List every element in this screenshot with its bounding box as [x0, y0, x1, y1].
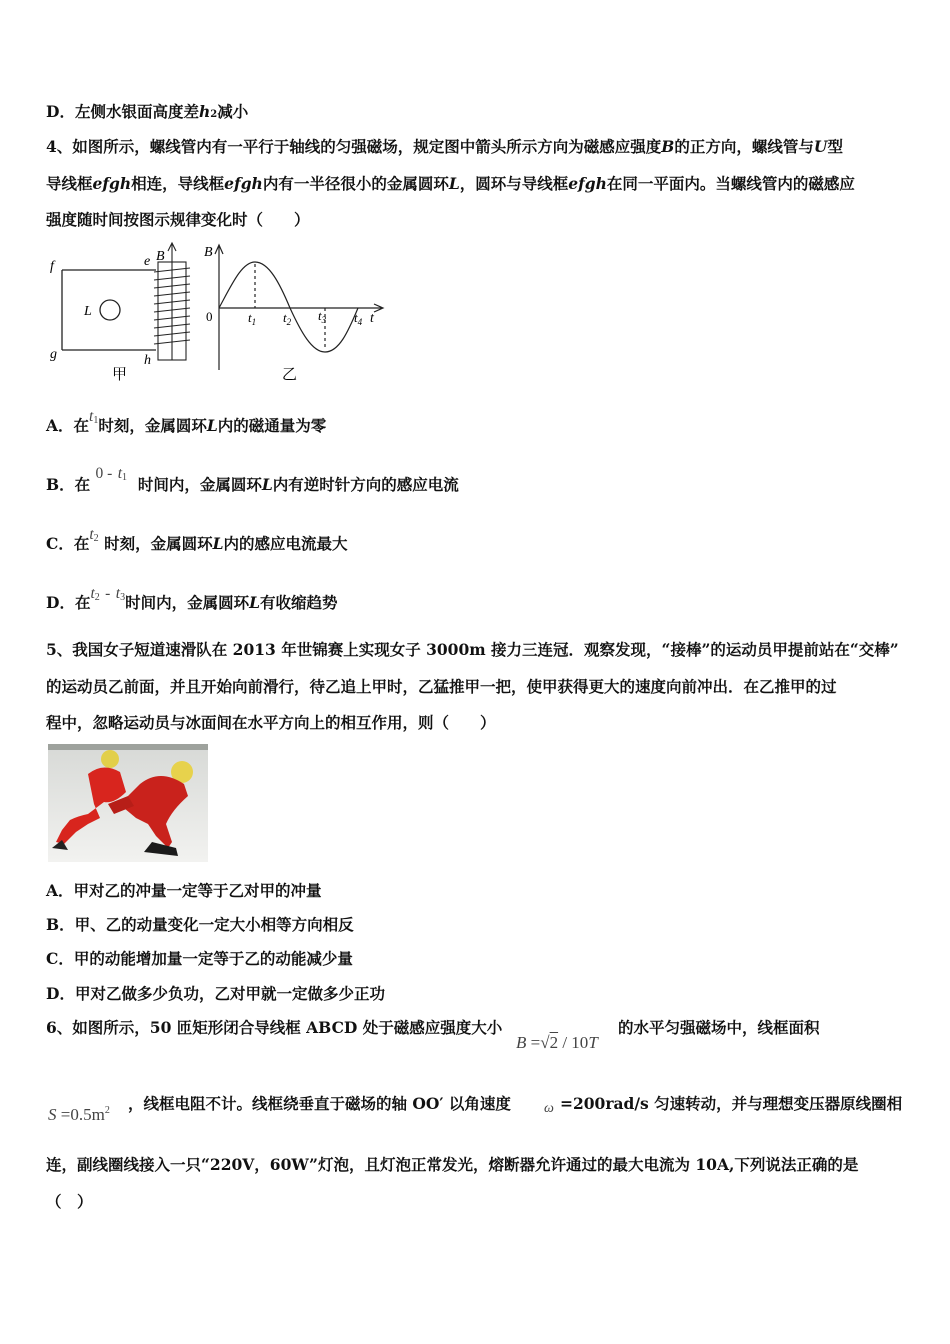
metal-ring-l — [100, 300, 120, 320]
q5-option-b: B．甲、乙的动量变化一定大小相等方向相反 — [46, 915, 354, 934]
axis-origin: 0 — [206, 309, 213, 324]
q3-option-d: D．左侧水银面高度差h2减小 — [46, 102, 249, 121]
b-t-graph — [215, 245, 383, 370]
q4-figure — [44, 240, 394, 388]
q5-option-a: A．甲对乙的冲量一定等于乙对甲的冲量 — [46, 881, 322, 900]
q4-option-d: D．在$t^2 - t^3$时间内，金属圆环L有收缩趋势 — [46, 585, 338, 612]
q5-option-d: D．甲对乙做多少负功，乙对甲就一定做多少正功 — [46, 984, 385, 1003]
tick-t3: $t_3$ — [318, 308, 327, 325]
q5-option-c: C．甲的动能增加量一定等于乙的动能减少量 — [46, 949, 353, 968]
q5-stem-line2: 的运动员乙前面，并且开始向前滑行，待乙追上甲时，乙猛推甲一把，使甲获得更大的速度向前冲出．在乙推甲的过 — [46, 677, 837, 696]
label-h: h — [144, 353, 151, 368]
q6-b-expression: B =√2 / 10T — [516, 1033, 598, 1052]
axis-label-b: B — [204, 245, 213, 260]
tick-t1: $t_1$ — [248, 310, 257, 327]
q5-skaters-photo — [48, 744, 208, 862]
q4-stem-line3: 强度随时间按图示规律变化时（ ） — [46, 210, 310, 229]
q6-stem-line4: （ ） — [46, 1192, 93, 1211]
q5-stem-line3: 程中，忽略运动员与冰面间在水平方向上的相互作用，则（ ） — [46, 713, 496, 732]
tick-t4: $t_4$ — [354, 310, 363, 327]
axis-label-t: t — [370, 311, 374, 326]
label-jia: 甲 — [112, 367, 128, 383]
label-yi: 乙 — [282, 367, 298, 383]
q6-stem-line1a: 6、如图所示，50 匝矩形闭合导线框 ABCD 处于磁感应强度大小 — [46, 1018, 503, 1037]
u-frame — [62, 270, 156, 350]
q6-stem-line1b: 的水平匀强磁场中，线框面积 — [618, 1018, 820, 1037]
tick-t2: $t_2$ — [283, 310, 292, 327]
label-e: e — [144, 254, 151, 269]
label-l: L — [84, 304, 92, 319]
q5-stem-line1: 5、我国女子短道速滑队在 2013 年世锦赛上实现女子 3000m 接力三连冠．观察发现，“接棒”的运动员甲提前站在“交棒” — [46, 640, 899, 659]
q4-stem-line1: 4、如图所示，螺线管内有一平行于轴线的匀强磁场，规定图中箭头所示方向为磁感应强度B的正方向，螺线管与U型 — [46, 137, 843, 156]
q6-stem-line2a: ，线框电阻不计。线框绕垂直于磁场的轴 OO′ 以角速度 — [128, 1094, 511, 1113]
label-g: g — [50, 347, 57, 362]
q4-option-b: B．在 $0 - t^1$ 时间内，金属圆环L内有逆时针方向的感应电流 — [46, 465, 459, 494]
q4-option-a: A．在$t^1$时刻，金属圆环L内的磁通量为零 — [46, 408, 327, 435]
q4-stem-line2: 导线框efgh相连，导线框efgh内有一半径很小的金属圆环L，圆环与导线框efgh在同一平面内。当螺线管内的磁感应 — [46, 174, 855, 193]
q6-stem-line3: 连，副线圈线接入一只“220V，60W”灯泡，且灯泡正常发光，熔断器允许通过的最大电流为 10A,下列说法正确的是 — [46, 1155, 859, 1174]
label-f: f — [50, 259, 54, 274]
label-b-arrow: B — [156, 249, 165, 264]
q6-s-expression: $S =0.5m^2$ — [48, 1105, 110, 1124]
q6-omega: ω — [544, 1101, 554, 1116]
q6-stem-line2b: =200rad/s 匀速转动，并与理想变压器原线圈相 — [560, 1094, 903, 1113]
q4-option-c: C．在$t^2$ 时刻，金属圆环L内的感应电流最大 — [46, 526, 348, 553]
